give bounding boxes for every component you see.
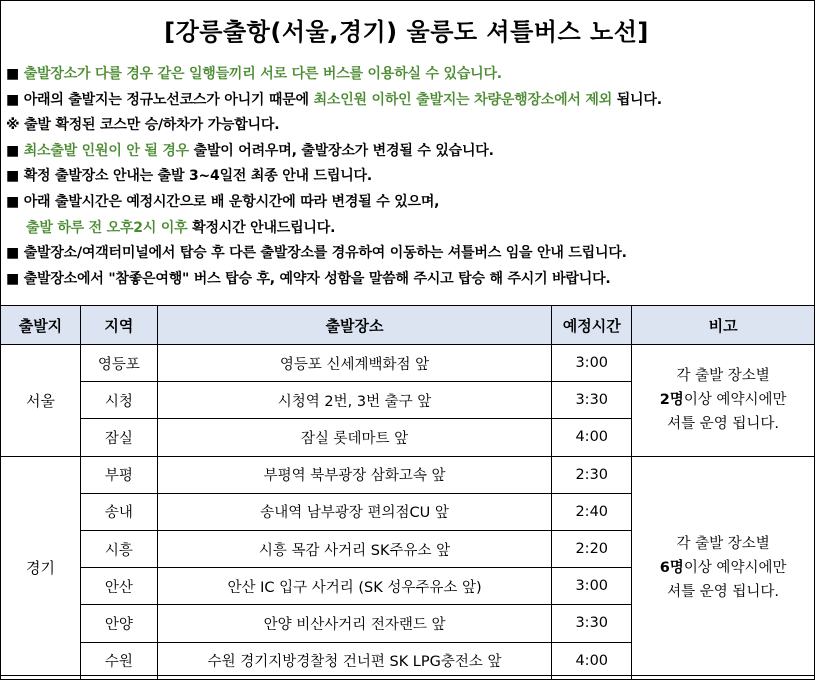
notice-text: ■ 아래의 출발지는 정규노선코스가 아니기 때문에	[6, 91, 314, 108]
header-remark: 비고	[632, 306, 815, 345]
place-cell: 안양 비산사거리 전자랜드 앞	[157, 605, 551, 642]
time-cell: 2:20	[552, 530, 632, 567]
place-cell: 잠실 롯데마트 앞	[157, 419, 551, 456]
time-cell: 3:30	[552, 605, 632, 642]
notice-text: ■ 출발장소에서 "참좋은여행" 버스 탑승 후, 예약자 성함을 말씀해 주시고 탑승 해 주시기 바랍니다.	[6, 270, 611, 287]
place-cell: 시청역 2번, 3번 출구 앞	[157, 382, 551, 419]
notice-line	[6, 241, 811, 267]
table-row	[1, 456, 815, 493]
notice-line	[6, 139, 811, 165]
notice-text: ■	[6, 142, 24, 159]
header-time: 예정시간	[552, 306, 632, 345]
area-cell: 시청	[80, 382, 157, 419]
remark-line: 각 출발 장소별	[676, 368, 770, 385]
header-place: 출발장소	[157, 306, 551, 345]
notice-text: ■ 아래 출발시간은 예정시간으로 배 운항시간에 따라 변경될 수 있으며,	[6, 193, 440, 210]
notice-line	[6, 164, 811, 190]
time-cell: 3:30	[552, 382, 632, 419]
time-cell: 3:00	[552, 345, 632, 382]
notice-highlight-text: 출발 하루 전 오후2시 이후	[26, 219, 188, 236]
remark-line: 이상 예약시에만	[683, 392, 787, 409]
remark-cell	[632, 345, 815, 457]
notice-line	[6, 62, 811, 88]
notice-text: 됩니다.	[612, 91, 662, 108]
place-cell: 부평역 북부광장 삼화고속 앞	[157, 456, 551, 493]
notice-highlight-text: 최소인원 이하인 출발지는 차량운행장소에서 제외	[313, 91, 613, 108]
remark-line: 셔틀 운영 됩니다.	[667, 416, 780, 433]
place-cell: 영등포 신세계백화점 앞	[157, 345, 551, 382]
remark-line: 이상 예약시에만	[683, 559, 787, 576]
notice-line	[6, 88, 811, 114]
header-area: 지역	[80, 306, 157, 345]
shuttle-route-table	[0, 305, 815, 680]
area-cell: 안산	[80, 568, 157, 605]
table-row	[1, 345, 815, 382]
notice-text: ※ 출발 확정된 코스만 승/하차가 가능합니다.	[6, 117, 280, 134]
notice-line	[6, 267, 811, 293]
area-cell: 잠실	[80, 419, 157, 456]
notice-text: 출발이 어려우며, 출발장소가 변경될 수 있습니다.	[188, 142, 494, 159]
area-cell: 부평	[80, 456, 157, 493]
time-cell: 4:00	[552, 419, 632, 456]
origin-cell: 경기	[1, 456, 81, 679]
area-cell: 송내	[80, 493, 157, 530]
area-cell: 수원	[80, 642, 157, 679]
min-people-count: 6명	[659, 559, 684, 576]
time-cell: 3:00	[552, 568, 632, 605]
notice-highlight-text: 최소출발 인원이 안 될 경우	[23, 142, 189, 159]
header-origin: 출발지	[1, 306, 81, 345]
place-cell: 수원 경기지방경찰청 건너편 SK LPG충전소 앞	[157, 642, 551, 679]
notice-text: ■ 출발장소/여객터미널에서 탑승 후 다른 출발장소를 경유하여 이동하는 셔틀버스 임을 안내 드립니다.	[6, 245, 627, 262]
area-cell: 영등포	[80, 345, 157, 382]
min-people-count: 2명	[659, 392, 684, 409]
time-cell: 4:00	[552, 642, 632, 679]
table-body	[1, 345, 815, 680]
place-cell: 송내역 남부광장 편의점CU 앞	[157, 493, 551, 530]
time-cell: 2:30	[552, 456, 632, 493]
notice-line	[6, 190, 811, 216]
area-cell: 안양	[80, 605, 157, 642]
remark-cell	[632, 456, 815, 679]
place-cell: 시흥 목감 사거리 SK주유소 앞	[157, 530, 551, 567]
remark-line: 각 출발 장소별	[676, 535, 770, 552]
notice-list	[6, 62, 811, 292]
notice-text: ■	[6, 66, 24, 82]
place-cell: 안산 IC 입구 사거리 (SK 성우주유소 앞)	[157, 568, 551, 605]
page-title: [강릉출항(서울,경기) 울릉도 셔틀버스 노선]	[164, 18, 649, 46]
notice-box	[0, 0, 813, 298]
remark-line: 셔틀 운영 됩니다.	[667, 583, 780, 600]
origin-cell: 서울	[1, 345, 81, 457]
notice-highlight-text: 출발장소가 다를 경우 같은 일행들끼리 서로 다른 버스를 이용하실 수 있습니다.	[23, 66, 502, 82]
table-header-row	[1, 306, 815, 345]
notice-line	[6, 216, 811, 242]
notice-text: ■ 확정 출발장소 안내는 출발 3~4일전 최종 안내 드립니다.	[6, 168, 372, 185]
area-cell: 시흥	[80, 530, 157, 567]
time-cell: 2:40	[552, 493, 632, 530]
notice-text: 확정시간 안내드립니다.	[187, 219, 336, 236]
notice-line	[6, 113, 811, 139]
